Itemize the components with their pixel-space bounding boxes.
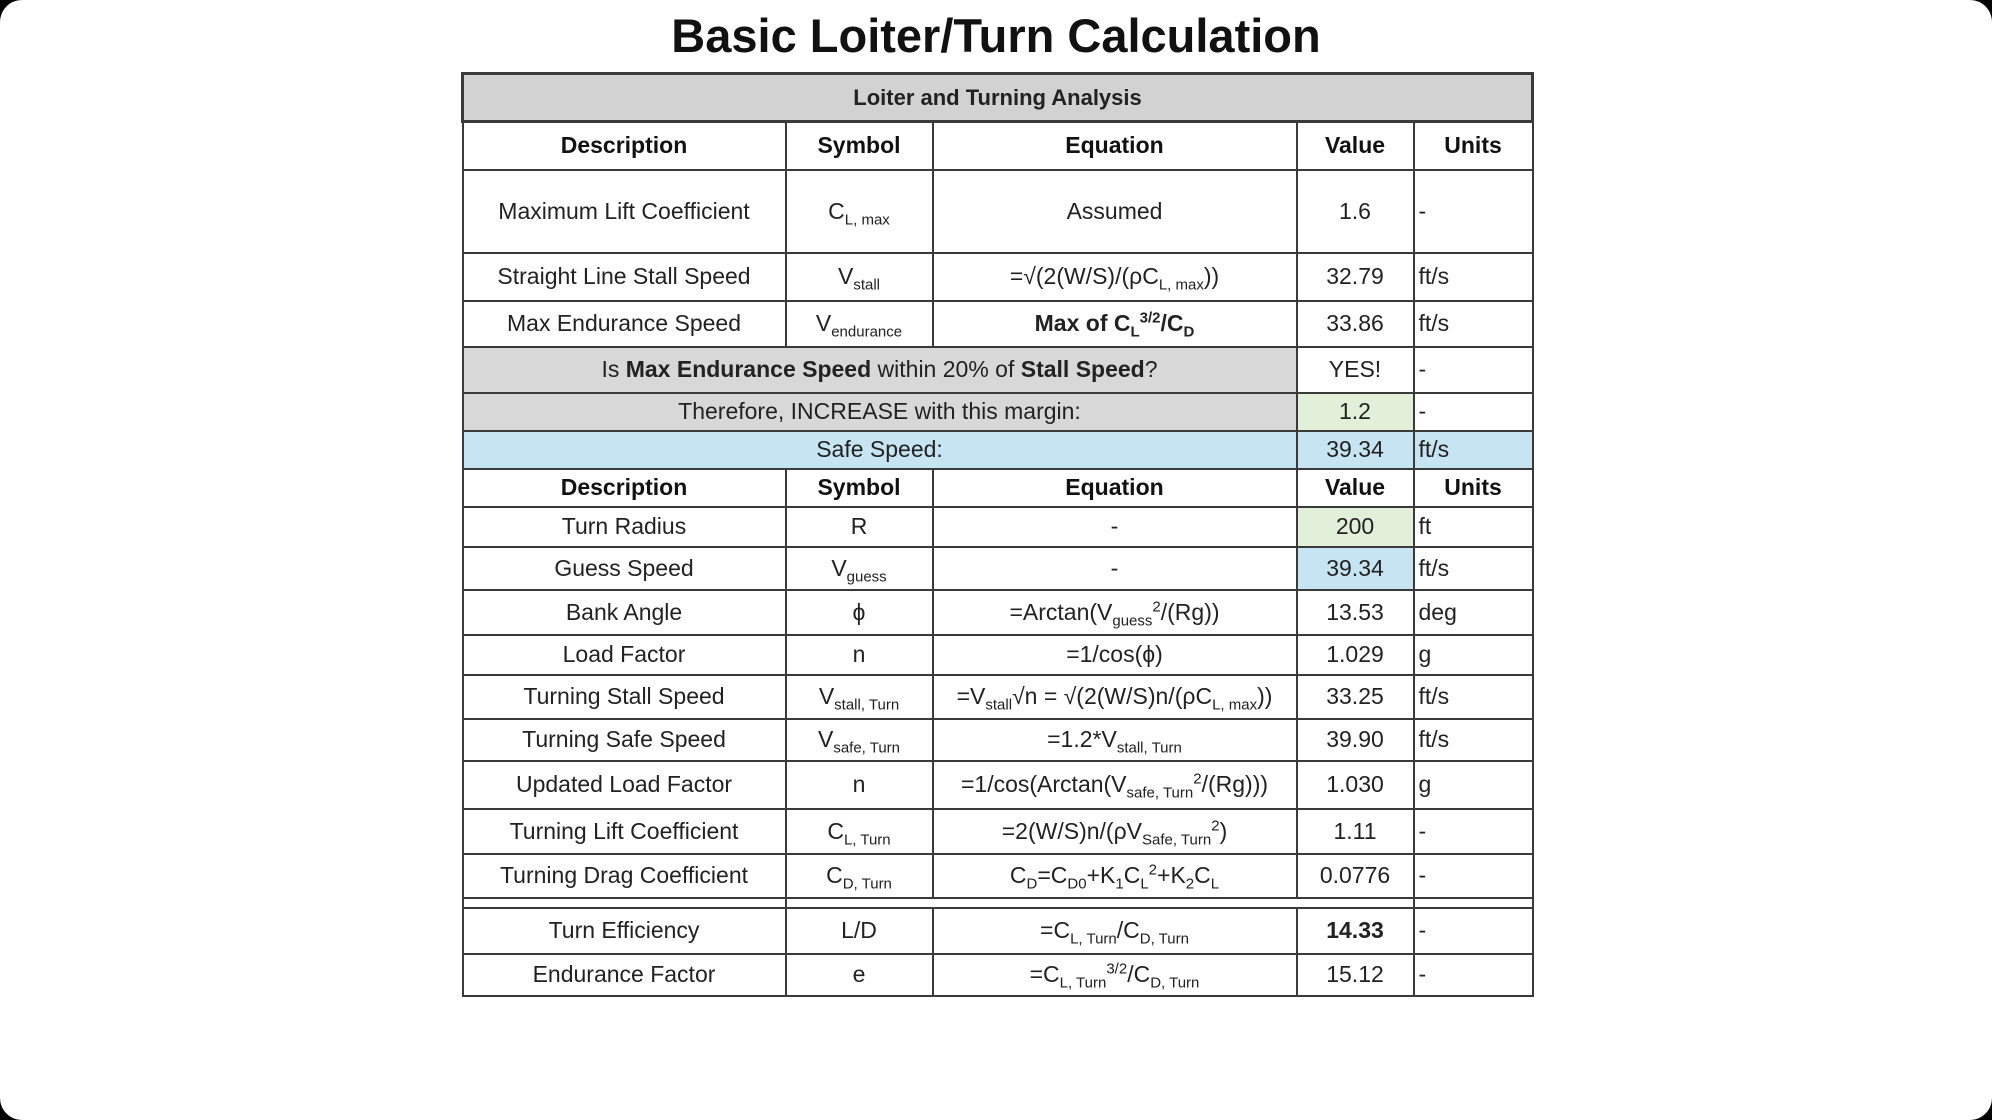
col-equation: Equation [933, 122, 1297, 170]
table-row [463, 809, 1533, 854]
row-description: Turning Lift Coefficient [463, 809, 786, 854]
row-units: ft/s [1414, 719, 1533, 761]
row-equation: $=V_{stall}√n = √(2(W/S)n/(\rho C_{L, max}))$ [933, 675, 1297, 719]
margin-row [463, 393, 1533, 431]
check-units: - [1414, 347, 1533, 393]
table-row [463, 590, 1533, 635]
row-units: - [1414, 954, 1533, 996]
header-row [463, 122, 1533, 170]
row-symbol: $C_{L, Turn}$ [786, 809, 933, 854]
section-title: Loiter and Turning Analysis [463, 74, 1533, 122]
row-description: Straight Line Stall Speed [463, 253, 786, 301]
table-row [463, 301, 1533, 347]
row-value: 13.53 [1297, 590, 1414, 635]
row-description: Bank Angle [463, 590, 786, 635]
row-units: g [1414, 635, 1533, 675]
row-symbol: L/D [786, 908, 933, 954]
row-equation: - [933, 507, 1297, 547]
row-description: Turning Safe Speed [463, 719, 786, 761]
row-units: ft/s [1414, 301, 1533, 347]
table-row [463, 908, 1533, 954]
row-symbol: n [786, 761, 933, 809]
table-row [463, 170, 1533, 253]
row-equation: $C_D=C_{D0}+K_1C_L^2+K_2C_L$ [933, 854, 1297, 898]
table-row [463, 954, 1533, 996]
col-units: Units [1414, 469, 1533, 507]
col-symbol: Symbol [786, 122, 933, 170]
table-row [463, 675, 1533, 719]
col-equation: Equation [933, 469, 1297, 507]
col-units: Units [1414, 122, 1533, 170]
row-description: Updated Load Factor [463, 761, 786, 809]
row-units: - [1414, 170, 1533, 253]
row-value: 1.11 [1297, 809, 1414, 854]
row-equation: $=1/\cos(Arctan(V_{safe, Turn}^2/(Rg)))$ [933, 761, 1297, 809]
row-symbol: $V_{endurance}$ [786, 301, 933, 347]
row-equation: $=1.2*V_{stall, Turn}$ [933, 719, 1297, 761]
loiter-turn-table [461, 72, 1534, 997]
row-units: deg [1414, 590, 1533, 635]
table-row [463, 547, 1533, 590]
row-symbol: $V_{stall, Turn}$ [786, 675, 933, 719]
margin-label: Therefore, INCREASE with this margin: [463, 393, 1297, 431]
safe-speed-units: ft/s [1414, 431, 1533, 469]
row-description: Max Endurance Speed [463, 301, 786, 347]
row-symbol: n [786, 635, 933, 675]
safe-speed-row [463, 431, 1533, 469]
row-description: Load Factor [463, 635, 786, 675]
row-value: 200 [1297, 507, 1414, 547]
row-units: ft/s [1414, 547, 1533, 590]
margin-value: 1.2 [1297, 393, 1414, 431]
row-equation: Assumed [933, 170, 1297, 253]
page-title: Basic Loiter/Turn Calculation [671, 9, 1321, 62]
row-units: ft [1414, 507, 1533, 547]
row-value: 1.029 [1297, 635, 1414, 675]
row-symbol: e [786, 954, 933, 996]
row-value: 14.33 [1297, 908, 1414, 954]
row-equation: $=2(W/S)n/(\rho V_{Safe, Turn}^2)$ [933, 809, 1297, 854]
row-units: ft/s [1414, 675, 1533, 719]
row-equation: $=C_{L, Turn}/C_{D, Turn}$ [933, 908, 1297, 954]
check-row [463, 347, 1533, 393]
row-symbol: $C_{D, Turn}$ [786, 854, 933, 898]
row-equation: $=C_{L, Turn}^{3/2}/C_{D, Turn}$ [933, 954, 1297, 996]
check-value: YES! [1297, 347, 1414, 393]
col-symbol: Symbol [786, 469, 933, 507]
row-value: 33.86 [1297, 301, 1414, 347]
row-description: Guess Speed [463, 547, 786, 590]
row-symbol: $C_{L, max}$ [786, 170, 933, 253]
row-units: - [1414, 908, 1533, 954]
col-value: Value [1297, 122, 1414, 170]
row-equation: =1/cos(ϕ) [933, 635, 1297, 675]
row-value: 39.90 [1297, 719, 1414, 761]
table-row [463, 854, 1533, 898]
row-equation: - [933, 547, 1297, 590]
row-symbol: $V_{safe, Turn}$ [786, 719, 933, 761]
col-description: Description [463, 469, 786, 507]
row-value: 15.12 [1297, 954, 1414, 996]
row-description: Turn Radius [463, 507, 786, 547]
row-value: 32.79 [1297, 253, 1414, 301]
row-symbol: $V_{stall}$ [786, 253, 933, 301]
row-description: Turning Stall Speed [463, 675, 786, 719]
table-row [463, 635, 1533, 675]
row-units: - [1414, 854, 1533, 898]
row-units: - [1414, 809, 1533, 854]
header-row-2 [463, 469, 1533, 507]
row-units: ft/s [1414, 253, 1533, 301]
row-equation: $=√(2(W/S)/(\rho C_{L, max}))$ [933, 253, 1297, 301]
row-description: Turning Drag Coefficient [463, 854, 786, 898]
row-gap [463, 898, 1533, 908]
row-equation: Max of $C_L^{3/2}/C_D$ [933, 301, 1297, 347]
row-symbol: $V_{guess}$ [786, 547, 933, 590]
row-symbol: ϕ [786, 590, 933, 635]
check-question: Is Max Endurance Speed within 20% of Stall Speed? [463, 347, 1297, 393]
safe-speed-value: 39.34 [1297, 431, 1414, 469]
table-row [463, 761, 1533, 809]
col-value: Value [1297, 469, 1414, 507]
col-description: Description [463, 122, 786, 170]
table-row [463, 507, 1533, 547]
table-row [463, 719, 1533, 761]
row-symbol: R [786, 507, 933, 547]
row-value: 1.030 [1297, 761, 1414, 809]
row-value: 39.34 [1297, 547, 1414, 590]
row-description: Maximum Lift Coefficient [463, 170, 786, 253]
row-description: Turn Efficiency [463, 908, 786, 954]
row-value: 1.6 [1297, 170, 1414, 253]
row-units: g [1414, 761, 1533, 809]
row-value: 0.0776 [1297, 854, 1414, 898]
safe-speed-label: Safe Speed: [463, 431, 1297, 469]
row-description: Endurance Factor [463, 954, 786, 996]
row-value: 33.25 [1297, 675, 1414, 719]
table-row [463, 253, 1533, 301]
margin-units: - [1414, 393, 1533, 431]
row-equation: $=Arctan(V_{guess}^2/(Rg))$ [933, 590, 1297, 635]
